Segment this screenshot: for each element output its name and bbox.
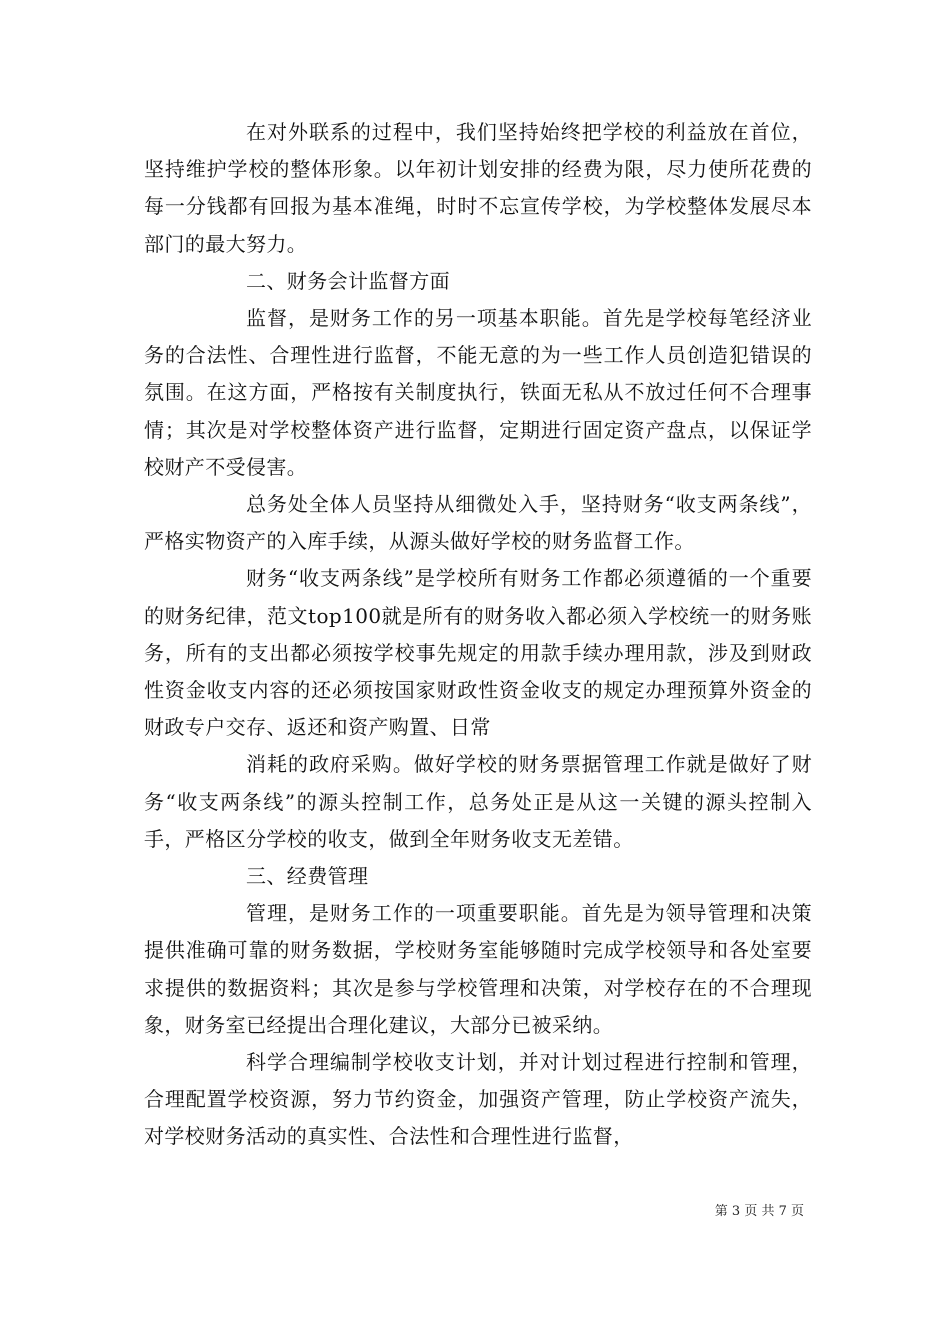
paragraph: 总务处全体人员坚持从细微处入手，坚持财务“收支两条线”，严格实物资产的入库手续，从源头做好学校的财务监督工作。 [144,492,812,554]
section-heading: 二、财务会计监督方面 [246,268,450,293]
paragraph: 财务“收支两条线”是学校所有财务工作都必须遵循的一个重要的财务纪律，范文top100就是所有的财务收入都必须入学校统一的财务账务，所有的支出都必须按学校事先规定的用款手续办理用款，涉及到财政性资金收支内容的还必须按国家财政性资金收支的规定办理预算外资金的财政专户交存、返还和资产购置、日常 [144,566,812,740]
paragraph: 消耗的政府采购。做好学校的财务票据管理工作就是做好了财务“收支两条线”的源头控制工作，总务处正是从这一关键的源头控制入手，严格区分学校的收支，做到全年财务收支无差错。 [144,752,812,851]
section-heading: 三、经费管理 [246,864,369,889]
paragraph: 管理，是财务工作的一项重要职能。首先是为领导管理和决策提供准确可靠的财务数据，学校财务室能够随时完成学校领导和各处室要求提供的数据资料；其次是参与学校管理和决策，对学校存在的不合理现象，财务室已经提出合理化建议，大部分已被采纳。 [144,901,812,1037]
document-body [144,114,812,1156]
paragraph: 监督，是财务工作的另一项基本职能。首先是学校每笔经济业务的合法性、合理性进行监督，不能无意的为一些工作人员创造犯错误的氛围。在这方面，严格按有关制度执行，铁面无私从不放过任何不合理事情；其次是对学校整体资产进行监督，定期进行固定资产盘点，以保证学校财产不受侵害。 [144,306,812,479]
page-number-footer: 第 3 页 共 7 页 [714,1204,804,1219]
paragraph: 在对外联系的过程中，我们坚持始终把学校的利益放在首位，坚持维护学校的整体形象。以年初计划安排的经费为限，尽力使所花费的每一分钱都有回报为基本准绳，时时不忘宣传学校，为学校整体发展尽本部门的最大努力。 [144,120,812,256]
paragraph: 科学合理编制学校收支计划，并对计划过程进行控制和管理，合理配置学校资源，努力节约资金，加强资产管理，防止学校资产流失，对学校财务活动的真实性、合法性和合理性进行监督， [144,1050,812,1149]
